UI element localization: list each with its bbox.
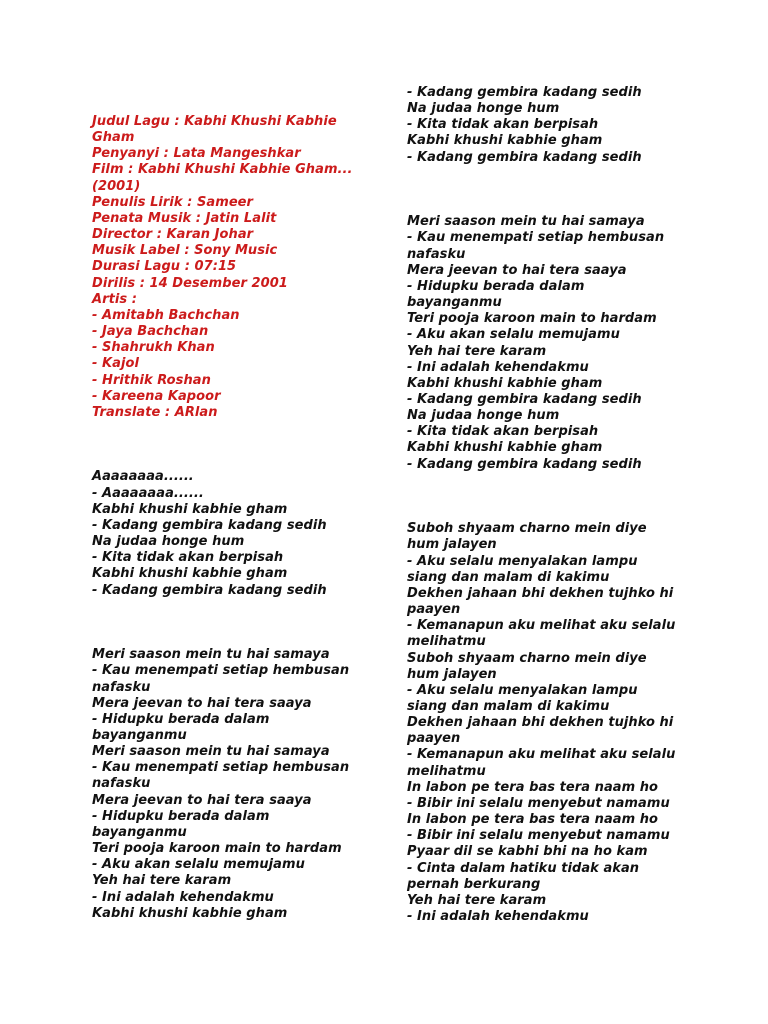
lyric-line: - Aaaaaaaa...... xyxy=(92,485,204,501)
lyric-line: Kabhi khushi kabhie gham xyxy=(407,375,603,391)
lyric-line: - Kadang gembira kadang sedih xyxy=(407,85,642,100)
lyric-line: bayanganmu xyxy=(92,824,187,840)
metadata-line-artist: - Shahrukh Khan xyxy=(92,340,215,356)
lyric-line: - Bibir ini selalu menyebut namamu xyxy=(407,795,670,811)
lyric-line: - Kau menempati setiap hembusan xyxy=(407,230,665,246)
lyric-line: Na judaa honge hum xyxy=(407,101,560,117)
lyric-line: - Kita tidak akan berpisah xyxy=(407,424,599,440)
lyric-line: - Cinta dalam hatiku tidak akan xyxy=(407,860,640,876)
metadata-line-director: Director : Karan Johar xyxy=(92,227,254,243)
lyric-line: Meri saason mein tu hai samaya xyxy=(92,744,330,760)
lyric-line: Kabhi khushi kabhie gham xyxy=(92,905,288,921)
metadata-line-composer: Penata Musik : Jatin Lalit xyxy=(92,210,277,226)
lyric-line: - Kadang gembira kadang sedih xyxy=(407,392,642,407)
lyric-line: - Kadang gembira kadang sedih xyxy=(92,582,327,598)
metadata-line-artist: - Kajol xyxy=(92,356,139,372)
lyric-line: Pyaar dil se kabhi bhi na ho kam xyxy=(407,844,648,860)
lyric-line: siang dan malam di kakimu xyxy=(407,569,610,585)
lyric-line: Teri pooja karoon main to hardam xyxy=(92,841,342,857)
metadata-line-artist: - Jaya Bachchan xyxy=(92,324,209,340)
lyric-line: Meri saason mein tu hai samaya xyxy=(407,214,645,230)
lyric-line: - Hidupku berada dalam xyxy=(407,278,585,294)
lyric-line: Suboh shyaam charno mein diye xyxy=(407,650,647,666)
lyric-line: Yeh hai tere karam xyxy=(407,892,547,908)
metadata-line-film: Film : Kabhi Khushi Kabhie Gham... xyxy=(92,162,353,178)
lyric-line: Suboh shyaam charno mein diye xyxy=(407,521,647,537)
metadata-line-film-year: (2001) xyxy=(92,178,141,194)
right-column xyxy=(407,85,707,925)
metadata-line-translator: Translate : ARlan xyxy=(92,404,218,420)
metadata-line-release: Dirilis : 14 Desember 2001 xyxy=(92,275,288,291)
lyric-line: Na judaa honge hum xyxy=(407,408,560,424)
lyric-line: - Kadang gembira kadang sedih xyxy=(407,456,642,472)
lyric-line: Meri saason mein tu hai samaya xyxy=(92,647,330,663)
lyrics-stanza-4 xyxy=(407,521,707,925)
lyric-line: bayanganmu xyxy=(92,728,187,743)
lyric-line: - Kau menempati setiap hembusan xyxy=(92,663,350,679)
lyric-line: - Kemanapun aku melihat aku selalu xyxy=(407,618,676,634)
lyric-line: Yeh hai tere karam xyxy=(92,873,232,889)
metadata-line-artist: - Hrithik Roshan xyxy=(92,372,211,388)
metadata-line-title: Judul Lagu : Kabhi Khushi Kabhie xyxy=(92,114,337,129)
lyrics-stanza-3 xyxy=(407,214,707,473)
lyric-line: Na judaa honge hum xyxy=(92,534,245,550)
lyric-line: - Ini adalah kehendakmu xyxy=(92,889,274,905)
lyric-line: Kabhi khushi kabhie gham xyxy=(407,440,603,456)
metadata-line-label: Musik Label : Sony Music xyxy=(92,243,278,259)
lyric-line: - Kemanapun aku melihat aku selalu xyxy=(407,747,676,763)
lyric-line: bayanganmu xyxy=(407,295,502,311)
lyric-line: Mera jeevan to hai tera saaya xyxy=(92,695,312,711)
stanza-gap xyxy=(92,421,392,470)
lyric-line: Dekhen jahaan bhi dekhen tujhko hi xyxy=(407,715,674,731)
lyric-line: Mera jeevan to hai tera saaya xyxy=(92,792,312,808)
stanza-gap xyxy=(92,599,392,648)
lyric-line: Yeh hai tere karam xyxy=(407,343,547,359)
lyric-line: - Bibir ini selalu menyebut namamu xyxy=(407,828,670,844)
lyric-line: - Kita tidak akan berpisah xyxy=(407,117,599,133)
lyric-line: siang dan malam di kakimu xyxy=(407,699,610,714)
lyric-line: hum jalayen xyxy=(407,666,497,682)
lyric-line: Kabhi khushi kabhie gham xyxy=(92,566,288,582)
lyric-line: Dekhen jahaan bhi dekhen tujhko hi xyxy=(407,585,674,601)
lyric-line: In labon pe tera bas tera naam ho xyxy=(407,779,659,795)
lyric-line: - Kita tidak akan berpisah xyxy=(92,550,284,566)
lyric-line: melihatmu xyxy=(407,634,486,650)
lyric-line: - Aku akan selalu memujamu xyxy=(407,327,620,343)
lyric-line: Teri pooja karoon main to hardam xyxy=(407,311,657,327)
song-metadata-block xyxy=(92,114,392,421)
lyric-line: - Hidupku berada dalam xyxy=(92,808,270,824)
lyrics-stanza-1-cont xyxy=(407,85,707,166)
metadata-line-artists-heading: Artis : xyxy=(92,291,137,307)
stanza-gap xyxy=(407,473,707,522)
lyric-line: In labon pe tera bas tera naam ho xyxy=(407,812,659,828)
lyric-line: - Aku selalu menyalakan lampu xyxy=(407,553,638,569)
lyric-line: nafasku xyxy=(92,679,151,695)
lyric-line: melihatmu xyxy=(407,763,486,779)
lyric-line: - Ini adalah kehendakmu xyxy=(407,909,589,925)
metadata-line-singer: Penyanyi : Lata Mangeshkar xyxy=(92,146,301,162)
metadata-line-duration: Durasi Lagu : 07:15 xyxy=(92,259,237,275)
lyric-line: - Kau menempati setiap hembusan xyxy=(92,760,350,776)
lyric-line: - Ini adalah kehendakmu xyxy=(407,359,589,375)
lyric-line: - Hidupku berada dalam xyxy=(92,711,270,727)
lyric-line: - Kadang gembira kadang sedih xyxy=(407,149,642,165)
metadata-line-lyricist: Penulis Lirik : Sameer xyxy=(92,194,254,210)
metadata-line-title-cont: Gham xyxy=(92,130,135,146)
lyric-line: paayen xyxy=(407,731,461,747)
lyric-line: - Aku selalu menyalakan lampu xyxy=(407,682,638,698)
metadata-line-artist: - Amitabh Bachchan xyxy=(92,307,240,323)
lyric-line: nafasku xyxy=(407,246,466,262)
lyric-line: Kabhi khushi kabhie gham xyxy=(92,501,288,517)
lyric-line: nafasku xyxy=(92,776,151,792)
lyric-line: pernah berkurang xyxy=(407,876,541,892)
lyric-line: paayen xyxy=(407,602,461,618)
lyric-line: - Aku akan selalu memujamu xyxy=(92,857,305,873)
metadata-line-artist: - Kareena Kapoor xyxy=(92,388,221,404)
left-column xyxy=(92,114,392,922)
lyric-line: Aaaaaaaa...... xyxy=(92,469,194,485)
lyric-line: Kabhi khushi kabhie gham xyxy=(407,133,603,149)
stanza-gap xyxy=(407,166,707,215)
lyric-line: Mera jeevan to hai tera saaya xyxy=(407,262,627,278)
lyrics-stanza-2 xyxy=(92,647,392,922)
lyrics-stanza-1 xyxy=(92,469,392,598)
lyric-line: - Kadang gembira kadang sedih xyxy=(92,517,327,533)
lyric-line: hum jalayen xyxy=(407,537,497,553)
